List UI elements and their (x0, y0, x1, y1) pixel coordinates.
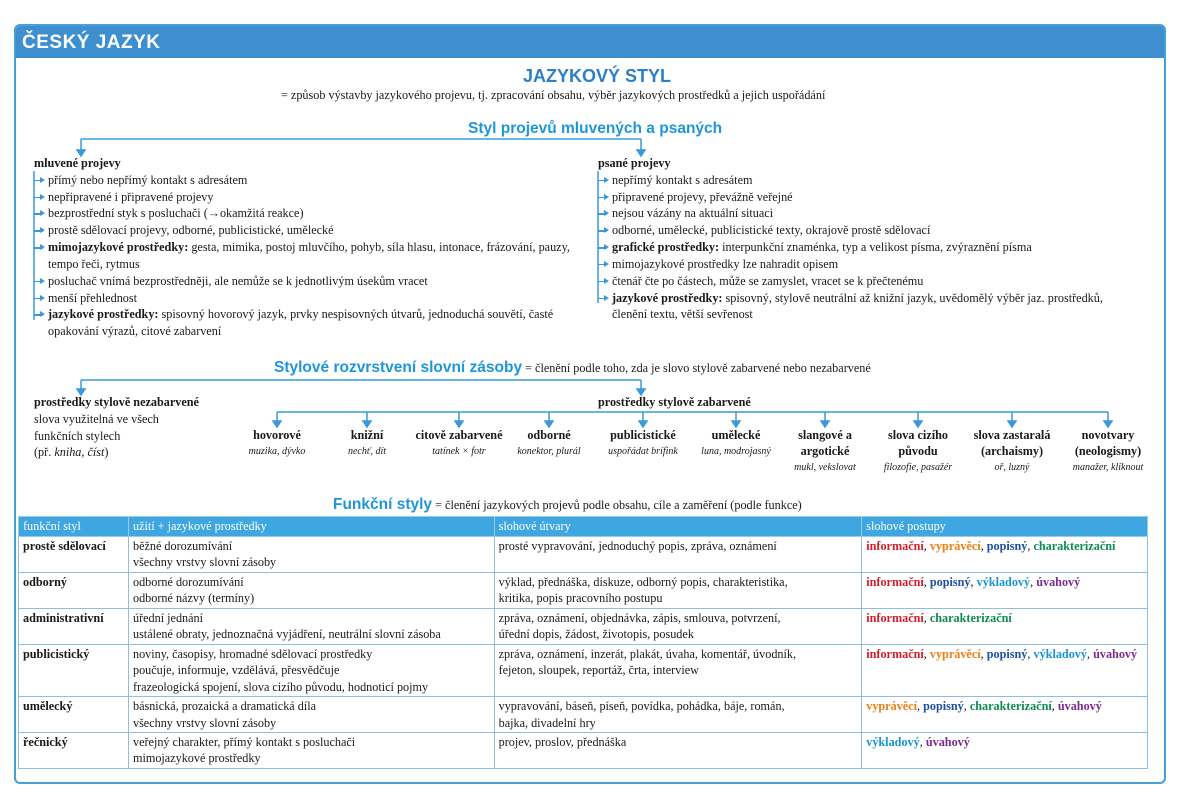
item-text: čtenář čte po částech, může se zamyslet, vracet se k přečtenému (612, 273, 924, 288)
spoken-item (34, 290, 579, 307)
category-name: slova cizího původu (888, 428, 948, 458)
cell-line: mimojazykové prostředky (132, 751, 261, 766)
style-name-cell: řečnický (19, 732, 129, 768)
methods-cell: informační, charakterizační (862, 608, 1148, 644)
category-example: uspořádat brífink (608, 445, 678, 457)
cell-line: běžné dorozumívání (132, 538, 233, 553)
item-text: spisovný hovorový jazyk, prvky nespisovných útvarů, jednoduchá souvětí, časté opakování výrazů, citové zabarvení (48, 307, 554, 339)
forms-cell (494, 608, 862, 644)
style-name-cell: publicistický (19, 644, 129, 696)
cell-line: úřední jednání (132, 610, 204, 625)
written-item (598, 172, 1138, 189)
forms-cell (494, 572, 862, 608)
method-label: charakterizační (969, 699, 1052, 714)
cell-line: všechny vrstvy slovní zásoby (132, 555, 277, 570)
vocab-category (327, 428, 407, 459)
cell-line: zpráva, oznámení, inzerát, plakát, úvaha, komentář, úvodník, (498, 646, 797, 661)
category-arrow (1104, 421, 1112, 427)
category-name: citově zabarvené (415, 428, 503, 442)
methods-cell: vyprávěcí, popisný, charakterizační, úvahový (862, 697, 1148, 733)
category-arrow (732, 421, 740, 427)
table-row (19, 572, 1148, 608)
cell-line: úřední dopis, žádost, životopis, posudek (498, 627, 694, 642)
spoken-heading: mluvené projevy (34, 156, 121, 170)
method-label: popisný (929, 574, 971, 589)
category-example: nechť, dít (347, 445, 387, 457)
method-label: výkladový (1033, 646, 1087, 661)
written-item (598, 239, 1138, 256)
method-label: informační (866, 610, 924, 625)
section-vocabulary-title: Stylové rozvrstvení slovní zásoby (274, 359, 523, 376)
method-label: informační (866, 538, 924, 553)
item-text: interpunkční znaménka, typ a velikost písma, zvýraznění písma (719, 240, 1032, 255)
neutral-vocab-text: slova využitelná ve všech funkčních stylech (34, 411, 159, 443)
category-arrow (914, 421, 922, 427)
table-header-cell: funkční styl (19, 517, 129, 537)
table-row (19, 536, 1148, 572)
item-text: menší přehlednost (48, 290, 138, 305)
cell-line: fejeton, sloupek, reportáž, črta, interview (498, 663, 699, 678)
method-label: úvahový (925, 734, 970, 749)
category-example: filozofie, pasažér (883, 461, 953, 473)
item-text: mimojazykové prostředky lze nahradit opisem (612, 256, 839, 271)
cell-line: frazeologická spojení, slova cizího původu, hodnoticí pojmy (132, 679, 429, 694)
section-vocabulary-heading (274, 357, 871, 378)
cell-line: ustálené obraty, jednoznačná vyjádření, neutrální slovní zásoba (132, 627, 441, 642)
method-label: popisný (986, 538, 1028, 553)
category-example: tatínek × fotr (432, 445, 486, 457)
main-title: JAZYKOVÝ STYL (523, 66, 672, 86)
category-example: oř, luzný (994, 461, 1030, 473)
table-header-cell: užití + jazykové prostředky (128, 517, 494, 537)
method-label: úvahový (1057, 699, 1102, 714)
cell-line: vypravování, báseň, píseň, povídka, pohádka, báje, román, (498, 699, 785, 714)
vocab-category (232, 428, 322, 459)
category-name: slangové a argotické (798, 428, 852, 458)
category-example: manažer, kliknout (1072, 461, 1144, 473)
written-item (598, 256, 1138, 273)
spoken-column (34, 155, 579, 340)
method-label: výkladový (976, 574, 1031, 589)
section-functional-heading (333, 494, 802, 515)
category-arrow (821, 421, 829, 427)
category-example: mukl, vekslovat (794, 461, 856, 473)
written-column (598, 155, 1138, 323)
usage-cell (128, 608, 494, 644)
category-name: publicistické (610, 428, 676, 442)
cell-line: výklad, přednáška, diskuze, odborný popis, charakteristika, (498, 574, 788, 589)
method-label: vyprávěcí (929, 646, 981, 661)
section-functional-def: = členění jazykových projevů podle obsahu, cíle a zaměření (podle funkce) (435, 498, 802, 512)
written-item (598, 290, 1138, 324)
method-label: informační (866, 574, 924, 589)
cell-line: projev, proslov, přednáška (498, 734, 627, 749)
table-row (19, 697, 1148, 733)
vocab-category (962, 428, 1062, 475)
vocab-category (873, 428, 963, 475)
table-row (19, 732, 1148, 768)
written-list (598, 172, 1138, 323)
vocab-category (780, 428, 870, 475)
methods-cell: informační, vyprávěcí, popisný, charakterizační (862, 536, 1148, 572)
item-text: prostě sdělovací projevy, odborné, publicistické, umělecké (48, 223, 334, 238)
vocab-category (504, 428, 594, 459)
item-emphasis: jazykové prostředky: (612, 290, 723, 305)
category-example: konektor, plurál (517, 445, 581, 457)
section-functional-title: Funkční styly (333, 496, 433, 513)
category-name: umělecké (711, 428, 761, 442)
usage-cell (128, 697, 494, 733)
item-text: spisovný, stylově neutrální až knižní jazyk, uvědomělý výběr jaz. prostředků, členění textu, větší sevřenost (612, 290, 1103, 322)
table-header-row (19, 517, 1148, 537)
methods-cell: informační, vyprávěcí, popisný, výkladový, úvahový (862, 644, 1148, 696)
method-label: popisný (986, 646, 1028, 661)
written-heading: psané projevy (598, 156, 671, 170)
category-name: novotvary (neologismy) (1074, 428, 1142, 458)
item-text: nepřipravené i připravené projevy (48, 189, 214, 204)
item-text: přímý nebo nepřímý kontakt s adresátem (48, 172, 248, 187)
main-definition: = způsob výstavby jazykového projevu, tj. zpracování obsahu, výběr jazykových prostředků a jejich uspořádání (281, 88, 826, 102)
method-label: vyprávěcí (929, 538, 981, 553)
forms-cell (494, 536, 862, 572)
item-text: posluchač vnímá bezprostředněji, ale nemůže se k jednotlivým úsekům vracet (48, 273, 428, 288)
method-label: informační (866, 646, 924, 661)
method-label: vyprávěcí (866, 699, 917, 714)
category-name: hovorové (253, 428, 301, 442)
method-label: charakterizační (929, 610, 1012, 625)
cell-line: odborné názvy (termíny) (132, 591, 255, 606)
written-item (598, 273, 1138, 290)
category-arrow (639, 421, 647, 427)
method-label: popisný (923, 699, 964, 714)
usage-cell (128, 644, 494, 696)
category-name: odborné (527, 428, 571, 442)
spoken-item (34, 239, 579, 273)
item-text: odborné, umělecké, publicistické texty, okrajově prostě sdělovací (612, 223, 931, 238)
table-header-cell: slohové útvary (494, 517, 862, 537)
written-item (598, 205, 1138, 222)
cell-line: poučuje, informuje, vzdělává, přesvědčuje (132, 663, 340, 678)
vocab-category (1058, 428, 1158, 475)
written-item (598, 189, 1138, 206)
category-arrow (455, 421, 463, 427)
functional-styles-table (18, 516, 1148, 769)
section-spoken-written-title: Styl projevů mluvených a psaných (468, 120, 723, 137)
vocab-category (593, 428, 693, 459)
usage-cell (128, 536, 494, 572)
forms-cell (494, 697, 862, 733)
usage-cell (128, 572, 494, 608)
spoken-item (34, 306, 579, 340)
cell-line: všechny vrstvy slovní zásoby (132, 715, 277, 730)
table-row (19, 644, 1148, 696)
colored-vocab-heading: prostředky stylově zabarvené (598, 395, 751, 409)
method-label: výkladový (866, 734, 920, 749)
category-example: luna, modrojasný (701, 445, 771, 457)
method-label: charakterizační (1033, 538, 1116, 553)
written-item (598, 222, 1138, 239)
methods-cell: výkladový, úvahový (862, 732, 1148, 768)
spoken-item (34, 189, 579, 206)
category-arrow (545, 421, 553, 427)
item-text: nejsou vázány na aktuální situaci (612, 206, 774, 221)
vocab-category (691, 428, 781, 459)
cell-line: odborné dorozumívání (132, 574, 244, 589)
cell-line: prosté vypravování, jednoduchý popis, zpráva, oznámení (498, 538, 777, 553)
cell-line: básnická, prozaická a dramatická díla (132, 699, 317, 714)
cell-line: veřejný charakter, přímý kontakt s posluchači (132, 734, 356, 749)
method-label: úvahový (1093, 646, 1138, 661)
cell-line: kritika, popis pracovního postupu (498, 591, 663, 606)
spoken-item (34, 273, 579, 290)
style-name-cell: administrativní (19, 608, 129, 644)
spoken-item (34, 222, 579, 239)
style-name-cell: odborný (19, 572, 129, 608)
category-example: muzika, dývko (248, 445, 306, 457)
item-text: nepřímý kontakt s adresátem (612, 172, 753, 187)
category-name: slova zastaralá (archaismy) (973, 428, 1051, 458)
category-arrow (363, 421, 371, 427)
methods-cell: informační, popisný, výkladový, úvahový (862, 572, 1148, 608)
cell-line: zpráva, oznámení, objednávka, zápis, smlouva, potvrzení, (498, 610, 781, 625)
item-emphasis: mimojazykové prostředky: (48, 240, 189, 255)
style-name-cell: prostě sdělovací (19, 536, 129, 572)
neutral-vocab (34, 394, 234, 461)
forms-cell (494, 732, 862, 768)
item-text: bezprostřední styk s posluchači (→okamžitá reakce) (48, 206, 304, 221)
usage-cell (128, 732, 494, 768)
table-row (19, 608, 1148, 644)
item-text: připravené projevy, převážně veřejné (612, 189, 793, 204)
cell-line: bajka, divadelní hry (498, 715, 596, 730)
item-emphasis: jazykové prostředky: (48, 307, 159, 322)
banner-title: ČESKÝ JAZYK (16, 26, 1164, 58)
spoken-item (34, 205, 579, 222)
category-name: knižní (350, 428, 384, 442)
category-arrow (273, 421, 281, 427)
method-label: úvahový (1036, 574, 1081, 589)
item-emphasis: grafické prostředky: (612, 240, 720, 255)
forms-cell (494, 644, 862, 696)
neutral-vocab-example: (př. kniha, číst) (34, 445, 109, 460)
style-name-cell: umělecký (19, 697, 129, 733)
section-vocabulary-def: = členění podle toho, zda je slovo stylově zabarvené nebo nezabarvené (525, 361, 871, 375)
table-header-cell: slohové postupy (862, 517, 1148, 537)
item-text: gesta, mimika, postoj mluvčího, pohyb, síla hlasu, intonace, frázování, pauzy, tempo řeči, rytmus (48, 240, 570, 271)
cell-line: noviny, časopisy, hromadné sdělovací prostředky (132, 646, 373, 661)
spoken-list (34, 172, 579, 340)
category-arrow (1008, 421, 1016, 427)
vocab-category (414, 428, 504, 459)
neutral-vocab-heading: prostředky stylově nezabarvené (34, 395, 199, 409)
spoken-item (34, 172, 579, 189)
